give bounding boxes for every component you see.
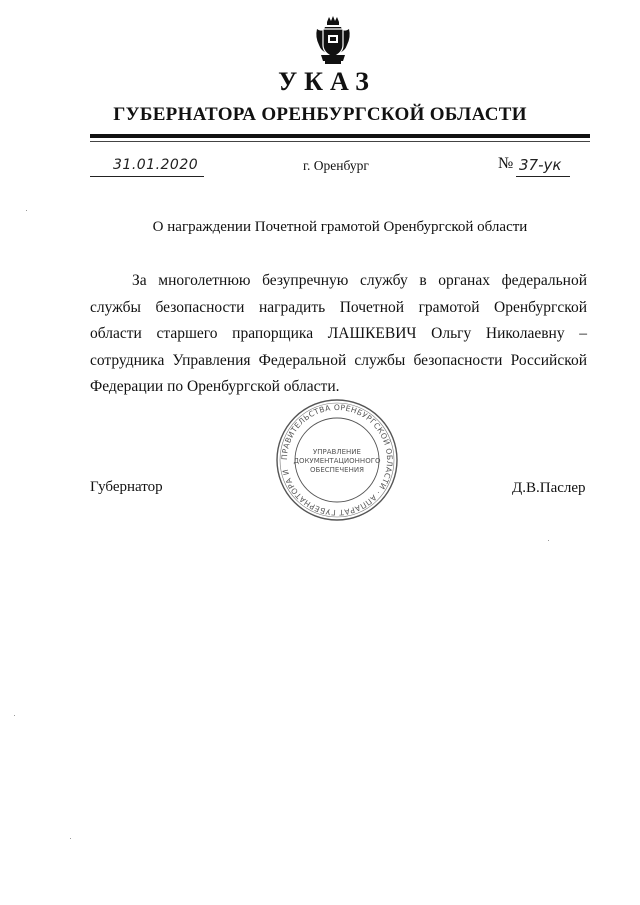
document-city: г. Оренбург [303,158,369,173]
stamp-outer-text: ПРАВИТЕЛЬСТВА ОРЕНБУРГСКОЙ ОБЛАСТИ · АППАРАТ ГУБЕРНАТОРА И [279,402,395,518]
stamp-inner-line-1: УПРАВЛЕНИЕ [313,448,361,456]
header-rule-thin [90,141,590,142]
signatory-position: Губернатор [90,479,163,495]
scan-speck [70,838,71,839]
scan-speck [548,540,549,541]
issuer-title: ГУБЕРНАТОРА ОРЕНБУРГСКОЙ ОБЛАСТИ [113,104,527,125]
scan-speck [26,210,27,211]
number-label: № [498,155,514,172]
stamp-inner-line-2: ДОКУМЕНТАЦИОННОГО [293,457,381,465]
document-date: 31.01.2020 [113,157,199,173]
document-subject: О награждении Почетной грамотой Оренбургской области [152,219,528,235]
signatory-name: Д.В.Паслер [512,480,586,496]
document-type-title: УКАЗ [278,67,376,96]
official-stamp-icon [274,397,400,523]
stamp-inner-line-3: ОБЕСПЕЧЕНИЯ [310,466,364,474]
document-body: За многолетнюю безупречную службу в органах федеральной службы безопасности наградить Почетной грамотой Оренбургской области старшего прапорщика ЛАШКЕВИЧ Ольгу Николаевну – сотрудника Управления Федеральной службы безопасности Российской Федерации по Оренбургской области. [90,272,587,395]
scan-speck [14,715,15,716]
oblast-coat-of-arms-icon [313,15,353,65]
header-rule-thick [90,134,590,138]
document-number: 37-ук [519,156,562,174]
